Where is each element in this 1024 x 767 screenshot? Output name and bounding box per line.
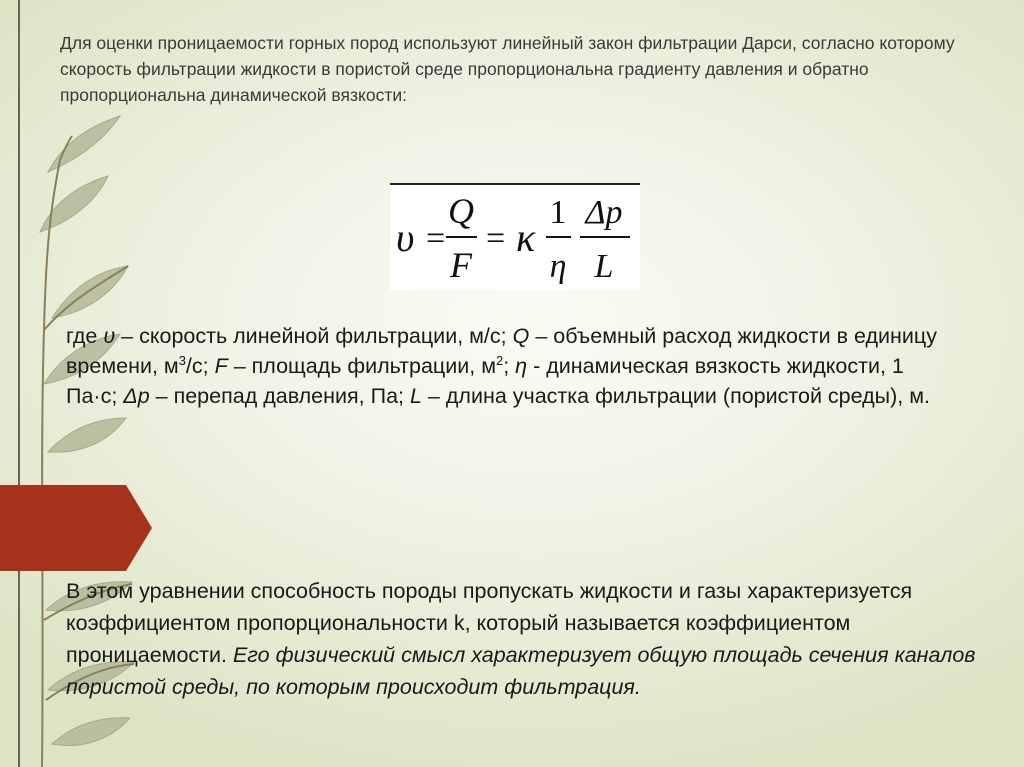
definitions-paragraph	[66, 321, 946, 411]
formula-coef: κ	[516, 215, 536, 260]
intro-paragraph: Для оценки проницаемости горных пород используют линейный закон фильтрации Дарси, согласно которому скорость фильтрации жидкости в пористой среде пропорциональна градиенту давления и обратно пропорциональна динамической вязкости:	[60, 33, 955, 105]
formula-equals-1: =	[426, 220, 446, 257]
formula-lhs: υ	[396, 215, 415, 260]
formula-frac1-num: Q	[448, 191, 474, 231]
def-text: - динамическая вязкость жидкости, 1 Па·с;	[66, 354, 904, 408]
formula-frac3-den: L	[594, 248, 614, 285]
def-text: – перепад давления, Па;	[149, 384, 410, 408]
red-accent-arrow	[0, 485, 152, 571]
left-rule	[18, 0, 20, 767]
var-pressure-drop: Δp	[123, 384, 150, 408]
var-area: F	[214, 354, 228, 378]
coef-meaning-text: Его физический смысл характеризует общую площадь сечения каналов пористой среды, по которым происходит фильтрация.	[66, 643, 976, 699]
var-flow-rate: Q	[512, 324, 530, 348]
exponent: 3	[178, 352, 186, 368]
def-text: – скорость линейной фильтрации, м/с;	[115, 324, 513, 348]
formula-frac2-num: 1	[549, 194, 567, 231]
def-text: /с;	[185, 354, 215, 378]
var-viscosity: η	[515, 354, 528, 378]
def-text: – объемный расход жидкости в единицу времени, м	[66, 324, 937, 378]
formula-frac2-den: η	[549, 248, 567, 285]
var-length: L	[409, 384, 422, 408]
def-text: – площадь фильтрации, м	[227, 354, 496, 378]
coefficient-paragraph	[66, 575, 1006, 703]
formula-frac3-num: Δp	[585, 194, 623, 231]
coef-text: В этом уравнении способность породы пропускать жидкости и газы характеризуется коэффициентом пропорциональности k, который называется коэффициентом проницаемости.	[66, 579, 913, 667]
formula-equals-2: =	[486, 220, 506, 257]
def-text: ;	[503, 354, 516, 378]
darcy-formula	[390, 183, 640, 290]
formula-frac1-den: F	[450, 245, 472, 285]
def-text: – длина участка фильтрации (пористой среды), м.	[421, 384, 930, 408]
var-velocity: υ	[103, 324, 116, 348]
def-text: где	[66, 324, 104, 348]
exponent: 2	[495, 352, 504, 368]
